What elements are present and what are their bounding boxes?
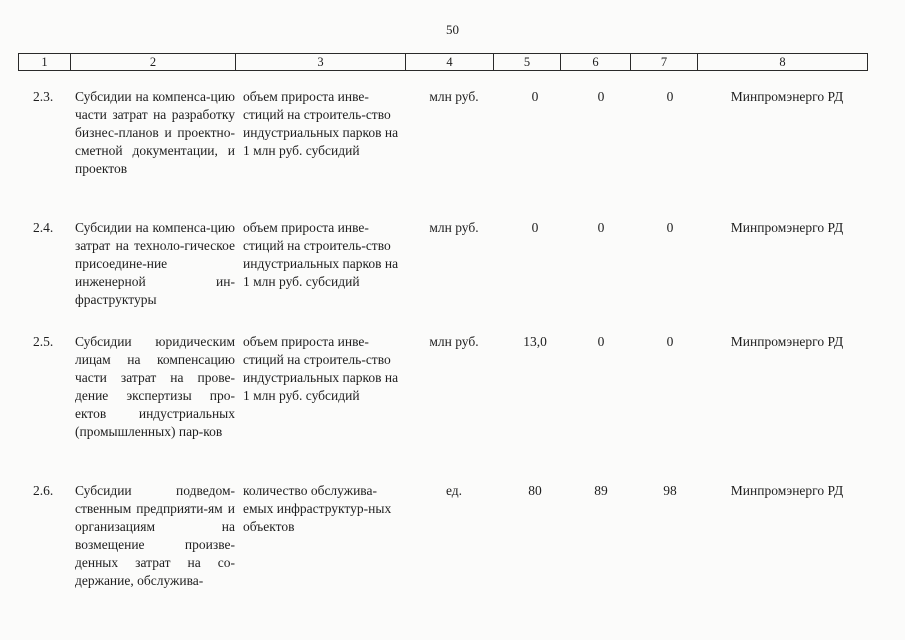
unit-of-measure: ед. [445, 483, 463, 498]
value-column-5: 0 [531, 220, 539, 235]
indicator-name: объем прироста инве-стиций на строитель-ство индустриальных парков на 1 млн руб. субсидий [243, 334, 399, 403]
unit-of-measure: млн руб. [429, 89, 479, 104]
page-number: 50 [446, 22, 459, 37]
column-number-8: 8 [698, 54, 868, 71]
indicator-name: объем прироста инве-стиций на строитель-ство индустриальных парков на 1 млн руб. субсидий [243, 89, 399, 158]
row-number: 2.4. [33, 220, 54, 235]
column-number-1: 1 [19, 54, 71, 71]
measure-name: Субсидии на компенса-цию части затрат на разработку бизнес-планов и проектно-сметной документации, и проектов [75, 89, 235, 176]
row-number: 2.6. [33, 483, 54, 498]
value-column-7: 98 [663, 483, 677, 498]
responsible-agency: Минпромэнерго РД [730, 334, 844, 349]
value-column-6: 0 [597, 89, 605, 104]
row-number: 2.3. [33, 89, 54, 104]
column-number-3: 3 [236, 54, 406, 71]
value-column-5: 80 [528, 483, 542, 498]
value-column-6: 89 [594, 483, 608, 498]
value-column-6: 0 [597, 220, 605, 235]
unit-of-measure: млн руб. [429, 334, 479, 349]
column-number-4: 4 [406, 54, 494, 71]
responsible-agency: Минпромэнерго РД [730, 220, 844, 235]
measure-name: Субсидии на компенса-цию затрат на техноло-гическое присоедине-ние инженерной ин-фраструктуры [75, 220, 235, 307]
unit-of-measure: млн руб. [429, 220, 479, 235]
value-column-6: 0 [597, 334, 605, 349]
header-row [19, 54, 868, 71]
column-number-5: 5 [494, 54, 561, 71]
value-column-5: 13,0 [523, 334, 547, 349]
indicator-name: объем прироста инве-стиций на строитель-ство индустриальных парков на 1 млн руб. субсидий [243, 220, 399, 289]
value-column-7: 0 [666, 220, 674, 235]
column-number-6: 6 [561, 54, 631, 71]
column-number-2: 2 [71, 54, 236, 71]
column-header-table [18, 53, 868, 71]
responsible-agency: Минпромэнерго РД [730, 89, 844, 104]
value-column-7: 0 [666, 89, 674, 104]
measure-name: Субсидии подведом-ственным предприяти-ям и организациям на возмещение произве-денных затрат на со-держание, обслужива- [75, 483, 235, 588]
measure-name: Субсидии юридическим лицам на компенсацию части затрат на прове-дение экспертизы про-ектов индустриальных (промышленных) пар-ков [75, 334, 235, 439]
value-column-5: 0 [531, 89, 539, 104]
column-number-7: 7 [631, 54, 698, 71]
responsible-agency: Минпромэнерго РД [730, 483, 844, 498]
value-column-7: 0 [666, 334, 674, 349]
indicator-name: количество обслужива-емых инфраструктур-ных объектов [243, 483, 392, 534]
row-number: 2.5. [33, 334, 54, 349]
